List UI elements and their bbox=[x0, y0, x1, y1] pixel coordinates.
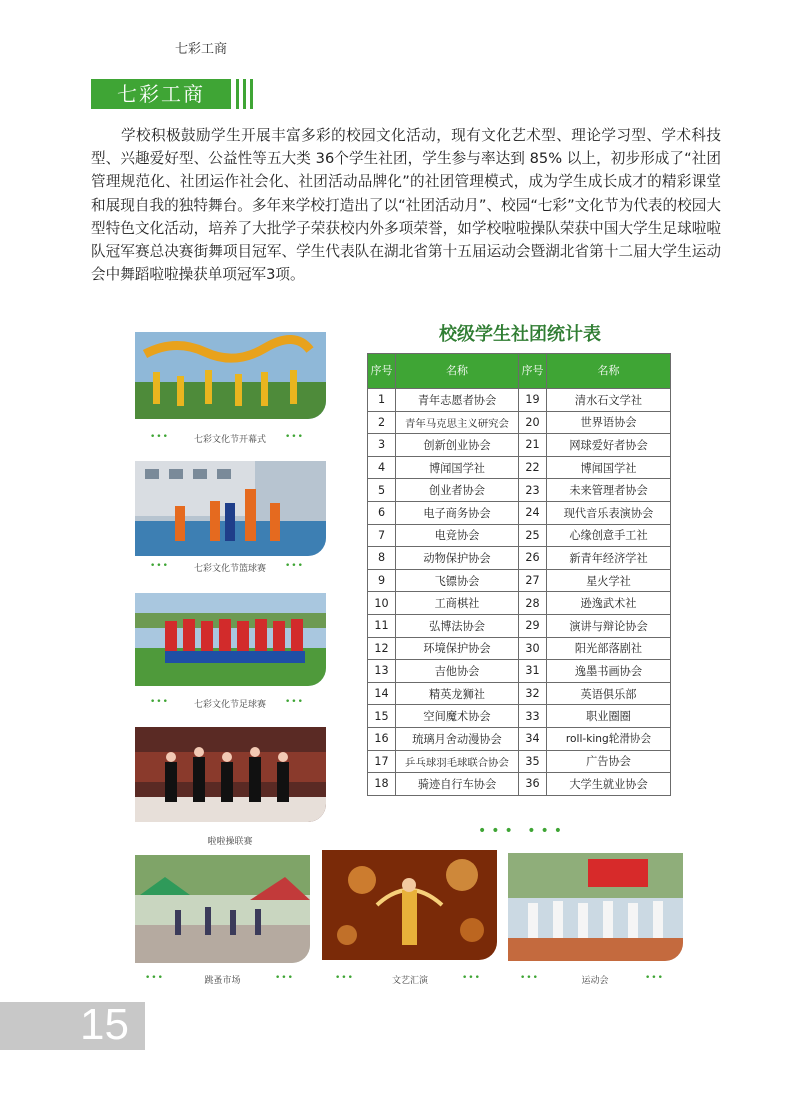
cell-name: 弘博法协会 bbox=[396, 614, 519, 637]
football-caption: 七彩文化节足球赛 bbox=[193, 700, 266, 710]
cell-no: 6 bbox=[368, 501, 396, 524]
cell-no: 19 bbox=[519, 389, 547, 412]
opening-ceremony-caption: 七彩文化节开幕式 bbox=[193, 435, 266, 445]
cell-no: 2 bbox=[368, 411, 396, 434]
cell-no: 25 bbox=[519, 524, 547, 547]
caption-dots: ••• bbox=[150, 432, 169, 442]
cell-name: 青年马克思主义研究会 bbox=[396, 411, 519, 434]
table-row bbox=[368, 614, 671, 637]
caption-dots: ••• bbox=[285, 432, 304, 442]
basketball-caption: 七彩文化节篮球赛 bbox=[193, 564, 266, 574]
cell-name: 网球爱好者协会 bbox=[547, 434, 671, 457]
cell-no: 28 bbox=[519, 592, 547, 615]
opening-ceremony-photo bbox=[135, 332, 326, 419]
cheerleading-caption: 啦啦操联赛 bbox=[207, 837, 253, 847]
cell-name: 动物保护协会 bbox=[396, 547, 519, 570]
cell-name: 电竞协会 bbox=[396, 524, 519, 547]
header-no: 序号 bbox=[368, 354, 396, 389]
table-row bbox=[368, 456, 671, 479]
cell-name: 工商棋社 bbox=[396, 592, 519, 615]
table-row bbox=[368, 682, 671, 705]
cell-no: 10 bbox=[368, 592, 396, 615]
table-row bbox=[368, 773, 671, 796]
table-row bbox=[368, 389, 671, 412]
cheerleading-photo bbox=[135, 727, 326, 822]
cell-name: 电子商务协会 bbox=[396, 501, 519, 524]
cell-name: 大学生就业协会 bbox=[547, 773, 671, 796]
cell-name: 博闻国学社 bbox=[396, 456, 519, 479]
performance-photo bbox=[322, 850, 497, 960]
cell-name: 清水石文学社 bbox=[547, 389, 671, 412]
cell-no: 8 bbox=[368, 547, 396, 570]
cell-no: 16 bbox=[368, 727, 396, 750]
cell-name: 逸墨书画协会 bbox=[547, 660, 671, 683]
caption-dots: ••• bbox=[462, 973, 481, 983]
cell-name: 职业圈圈 bbox=[547, 705, 671, 728]
table-row bbox=[368, 411, 671, 434]
cell-name: 新青年经济学社 bbox=[547, 547, 671, 570]
caption-dots: ••• bbox=[145, 973, 164, 983]
table-row bbox=[368, 660, 671, 683]
cell-no: 11 bbox=[368, 614, 396, 637]
header-name: 名称 bbox=[547, 354, 671, 389]
cell-name: 英语俱乐部 bbox=[547, 682, 671, 705]
table-row bbox=[368, 547, 671, 570]
performance-caption: 文艺汇演 bbox=[391, 976, 428, 986]
cell-name: 吉他协会 bbox=[396, 660, 519, 683]
cell-name: 星火学社 bbox=[547, 569, 671, 592]
caption-dots: ••• bbox=[285, 561, 304, 571]
cell-name: 现代音乐表演协会 bbox=[547, 501, 671, 524]
cell-no: 12 bbox=[368, 637, 396, 660]
cell-no: 22 bbox=[519, 456, 547, 479]
cell-no: 24 bbox=[519, 501, 547, 524]
table-row bbox=[368, 569, 671, 592]
cell-no: 15 bbox=[368, 705, 396, 728]
cell-no: 1 bbox=[368, 389, 396, 412]
flea-market-caption: 跳蚤市场 bbox=[204, 976, 241, 986]
caption-dots: ••• bbox=[275, 973, 294, 983]
cell-name: 乒乓球羽毛球联合协会 bbox=[396, 750, 519, 773]
caption-dots: ••• bbox=[150, 561, 169, 571]
decorative-dots: ••• ••• bbox=[478, 823, 567, 839]
cell-no: 9 bbox=[368, 569, 396, 592]
cell-no: 29 bbox=[519, 614, 547, 637]
cell-name: 琉璃月舍动漫协会 bbox=[396, 727, 519, 750]
cell-no: 36 bbox=[519, 773, 547, 796]
cell-name: 博闻国学社 bbox=[547, 456, 671, 479]
cell-no: 18 bbox=[368, 773, 396, 796]
cell-name: 骑迹自行车协会 bbox=[396, 773, 519, 796]
cell-no: 3 bbox=[368, 434, 396, 457]
cell-no: 7 bbox=[368, 524, 396, 547]
caption-dots: ••• bbox=[150, 697, 169, 707]
flea-market-photo bbox=[135, 855, 310, 963]
cell-no: 21 bbox=[519, 434, 547, 457]
table-row bbox=[368, 750, 671, 773]
table-title: 校级学生社团统计表 bbox=[439, 324, 601, 345]
table-row bbox=[368, 434, 671, 457]
intro-paragraph: 学校积极鼓励学生开展丰富多彩的校园文化活动，现有文化艺术型、理论学习型、学术科技型、兴趣爱好型、公益性等五大类 36个学生社团，学生参与率达到 85% 以上，初步形成了“社团管理规范化、社团运作社会化、社团活动品牌化”的社团管理模式，成为学生成长成才的精彩课堂和展现自我的独特舞台。多年来学校打造出了以“社团活动月”、校园“七彩”文化节为代表的校园大型特色文化活动，培养了大批学子荣获校内外多项荣誉，如学校啦啦操队荣获中国大学生足球啦啦队冠军赛总决赛街舞项目冠军、学生代表队在湖北省第十五届运动会暨湖北省第十二届大学生运动会中舞蹈啦啦操获单项冠军3项。 bbox=[91, 127, 721, 284]
table-row bbox=[368, 592, 671, 615]
cell-name: 世界语协会 bbox=[547, 411, 671, 434]
cell-name: 心缘创意手工社 bbox=[547, 524, 671, 547]
title-decoration-bars bbox=[236, 79, 253, 109]
running-header: 七彩工商 bbox=[175, 42, 228, 57]
cell-no: 26 bbox=[519, 547, 547, 570]
football-photo bbox=[135, 593, 326, 686]
caption-dots: ••• bbox=[520, 973, 539, 983]
table-row bbox=[368, 479, 671, 502]
table-row bbox=[368, 727, 671, 750]
cell-name: 创新创业协会 bbox=[396, 434, 519, 457]
sports-meet-photo bbox=[508, 853, 683, 961]
cell-name: 广告协会 bbox=[547, 750, 671, 773]
page-number: 15 bbox=[80, 1000, 129, 1049]
cell-no: 32 bbox=[519, 682, 547, 705]
cell-no: 35 bbox=[519, 750, 547, 773]
sports-meet-caption: 运动会 bbox=[581, 976, 609, 986]
header-name: 名称 bbox=[396, 354, 519, 389]
cell-no: 20 bbox=[519, 411, 547, 434]
basketball-photo bbox=[135, 461, 326, 556]
cell-name: 空间魔术协会 bbox=[396, 705, 519, 728]
cell-name: 飞镖协会 bbox=[396, 569, 519, 592]
cell-no: 27 bbox=[519, 569, 547, 592]
cell-no: 34 bbox=[519, 727, 547, 750]
section-title: 七彩工商 bbox=[91, 79, 231, 109]
table-row bbox=[368, 501, 671, 524]
cell-name: 阳光部落剧社 bbox=[547, 637, 671, 660]
cell-no: 4 bbox=[368, 456, 396, 479]
caption-dots: ••• bbox=[335, 973, 354, 983]
cell-name: 演讲与辩论协会 bbox=[547, 614, 671, 637]
table-row bbox=[368, 524, 671, 547]
cell-name: 精英龙狮社 bbox=[396, 682, 519, 705]
cell-name: roll-king轮滑协会 bbox=[547, 727, 671, 750]
caption-dots: ••• bbox=[645, 973, 664, 983]
cell-no: 17 bbox=[368, 750, 396, 773]
table-row bbox=[368, 705, 671, 728]
table-header-row bbox=[368, 354, 671, 389]
cell-name: 未来管理者协会 bbox=[547, 479, 671, 502]
cell-no: 23 bbox=[519, 479, 547, 502]
cell-no: 33 bbox=[519, 705, 547, 728]
cell-name: 环境保护协会 bbox=[396, 637, 519, 660]
caption-dots: ••• bbox=[285, 697, 304, 707]
cell-no: 31 bbox=[519, 660, 547, 683]
cell-no: 13 bbox=[368, 660, 396, 683]
cell-name: 逊逸武术社 bbox=[547, 592, 671, 615]
cell-no: 30 bbox=[519, 637, 547, 660]
cell-no: 5 bbox=[368, 479, 396, 502]
cell-name: 创业者协会 bbox=[396, 479, 519, 502]
club-statistics-table bbox=[367, 353, 671, 796]
cell-name: 青年志愿者协会 bbox=[396, 389, 519, 412]
table-row bbox=[368, 637, 671, 660]
header-no: 序号 bbox=[519, 354, 547, 389]
cell-no: 14 bbox=[368, 682, 396, 705]
